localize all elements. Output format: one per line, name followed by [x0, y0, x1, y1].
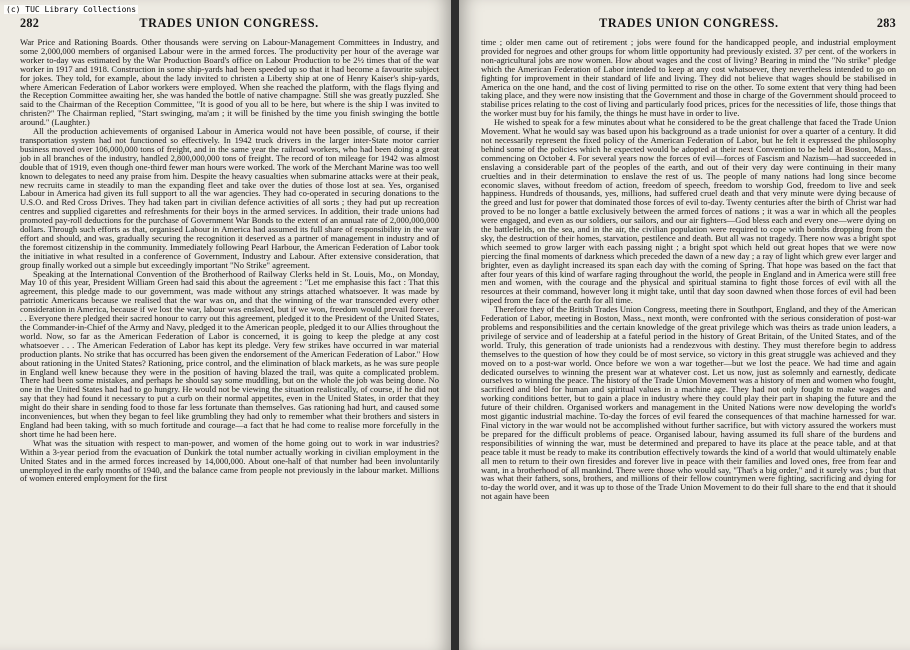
- book-gutter: [451, 0, 459, 650]
- collection-watermark: (c) TUC Library Collections: [6, 5, 137, 14]
- left-page-number: 282: [20, 16, 40, 30]
- right-running-head: TRADES UNION CONGRESS.: [599, 16, 779, 30]
- right-page-body: [481, 38, 896, 501]
- right-page: [459, 0, 910, 650]
- right-paragraph-1: time ; older men came out of retirement ; jobs were found for the handicapped people, and industrial employment provided for negroes and other groups for whom little opportunity had previously existed. 37 per cent. of the workers in non-agricultural jobs are now women. How about wages and the cost of living? Bearing in mind the "No strike" pledge which the American Federation of Labor intended to keep at any cost whatsoever, they nevertheless intended to go on fighting for improvement in their standard of life and living. They did not believe that wages should be stabilised in America on the one hand, and the cost of living permitted to rise on the other. To some extent that very thing had been taking place, and they were now insisting that the Government and those in charge of the Government should proceed to stabilise prices relating to the cost of living and particularly food prices, prices for the necessities of life, those things that the worker must buy for his family, the things he must have in order to live.: [481, 37, 896, 119]
- left-page: [0, 0, 451, 650]
- left-paragraph-4: What was the situation with respect to man-power, and women of the home going out to work in war industries? Within a 3-year period from the evacuation of Dunkirk the total number actually working in civilian employment in the United States and in the armed forces increased by 14,000,000. About one-half of that number had been involuntarily unemployed in the early months of 1940, and the balance came from people not previously in the labour market. Millions of women entered employment for the first: [20, 437, 439, 484]
- left-running-head: TRADES UNION CONGRESS.: [139, 16, 319, 30]
- right-page-header: [481, 3, 896, 31]
- left-paragraph-3: Speaking at the International Convention of the Brotherhood of Railway Clerks held in St. Louis, Mo., on Monday, May 10 of this year, President William Green had said this about the agreement : "Let me emphasise this fact : That this agreement, this pledge made to our government, was made without any strings attached whatsoever. It was made by patriotic Americans because we realised that the war was on, and that the winning of the war transcended every other consideration in America, because if we lost the war, labour was enslaved, but if we won, freedom would prevail forever . . . Everyone there pledged their sacred honour to carry out this agreement, pledged it to the President of the United States, the Commander-in-Chief of the Army and Navy, pledged it to the American people, pledged it to our Allies throughout the world. Now, so far as the American Federation of Labor is concerned, it is going to keep the pledge at any cost whatsoever . . . The American Federation of Labor has kept its pledge. Very few strikes have occurred in war material production plants. No strike that has occurred has been given the endorsement of the American Federation of Labor." How about rationing in the United States? Rationing, price control, and the elimination of black markets, as he was sure people in England well knew because they were in the position of having blazed the trail, was quite a complicated problem. There had been some mistakes, and perhaps he should say some muddling, but on the whole the job was being done. No one in the United States had had to go hungry. He would not be viewing the situation realistically, of course, if he did not say that they had found it necessary to put a curb on their normal appetites, even in the United States, in order that they might do their share in sending food to those far less fortunate than themselves. Gas rationing had hurt, and caused some inconveniences, but when they began to feel like grumbling they had only to remember what their brothers and sisters in England had been taking, with so much fortitude and courage—a fact that he had come to realise more forcefully in the short time he had been here.: [20, 268, 439, 439]
- right-paragraph-3: Therefore they of the British Trades Union Congress, meeting there in Southport, England, and they of the American Federation of Labor, meeting in Boston, Mass., next month, were confronted with the serious consideration of post-war problems and responsibilities and the certain knowledge of the great privilege which was theirs as trade union leaders, a privilege of service and of leadership at a fateful period in the history of Great Britain, of the United States, and of the world. Truly, this generation of trade unionists had a rendezvous with destiny. They must therefore begin to address themselves to the question of how they could be of most service, so victory in this great struggle was achieved and they moved on to a post-war world. Once before we won a war together—but we lost the peace. We had time and again dedicated ourselves to winning the present war at whatever cost. Let us now, just as solemnly and earnestly, dedicate ourselves to winning the peace. The history of the Trade Union Movement was a history of men and women who fought, sacrificed and bled for human and spiritual values in a machine age. They had not only fought to make wages and working conditions better, but to gain a place in industry where they could play their part in shaping the future and the future of their children. Organised workers and management in the United Nations were now developing the world's most gigantic industrial machine. To-day the forces of evil feared the consequences of that machine harnessed for war. Final victory in the war would not be accomplished without further sacrifice, but with victory assured the workers must be prepared for the difficult problems of peace. Organised labour, having assumed its full share of the burdens and responsibilities of winning the war, must be determined and prepared to have its place at the peace table, and at that peace table it must be ready to make its contribution effectively towards the kind of a world that would ultimately enable all men to return to their own firesides and forever live in peace with their families and loved ones, free from fear and want, in a brotherhood of all mankind. There were those who would say, "That's a big order," and it surely was ; but that was what their fathers, sons, brothers, and millions of their fellow countrymen were fighting, sacrificing and dying for to-day the world over, and it was up to those of the Trade Union Movement to do their full share to the end that it should not again have been: [481, 304, 896, 502]
- left-paragraph-2: All the production achievements of organised Labour in America would not have been possible, of course, if their transportation system had not functioned so effectively. In 1942 truck drivers in the larger inter-State motor carrier business moved over 106,000,000 tons of freight, and in the same year the railroad workers, who had been doing a great job in all branches of the industry, handled 2,800,000,000 tons of freight. The record of ton mileage for 1942 was almost double that of 1919, even though one-third fewer man hours were worked. The work of the Merchant Marine was too well known to delegates to need any praise from him. Despite the heavy casualties when submarine attacks were at their peak, new recruits came in steadily to man the expanding fleet and take over the duties of those lost at sea. Yes, organised Labour in America had given its full support to all the war agencies. They had co-operated in securing donations to the U.S.O. and Red Cross Drives. They had taken part in civilian defence activities of all sorts ; they had put up recreation centres and supplied cigarettes and refreshments for their boys in the armed services. In addition, their trade unions had promoted pay-roll deductions for the purchase of Government War Bonds to the extent of an annual rate of 2,000,000,000 dollars. Through such efforts as that, organised Labour in America had assumed its full share of responsibility in the war effort and should, and was, gradually securing the recognition it deserved as a partner of management in industry and of the foremost citizenship in the community. Immediately following Pearl Harbour, the American Federation of Labor took the initiative in what resulted in a conference of Government, Industry and Labour. After extensive consideration, that group finally worked out a simple but exceedingly important "No Strike" agreement.: [20, 126, 439, 270]
- left-page-body: [20, 38, 439, 483]
- left-paragraph-1: War Price and Rationing Boards. Other thousands were serving on Labour-Management Committees in Industry, and some 2,000,000 members of organised Labour were in the armed forces. The productivity per hour of the average war worker to-day was estimated by the War Production Board's office on Labour Production to be 2½ times that of the war worker in 1917 and 1918. Construction in some ship-yards had been speeded up so that it had become a favourite subject for jokes. They told, for example, about the lady invited to christen a Liberty ship at one of Henry Kaiser's ship-yards, where American Federation of Labor workers were employed. When she reached the platform, with the flags flying and the Reception Committee awaiting her, she was handed the bottle of native champagne. Still she was greatly puzzled. She said to the Chairman of the Reception Committee, "It is good of you all to be here, but where is the ship I was invited to christen?" The Chairman replied, "Start swinging, ma'am ; it will be finished by the time you finish swinging the bottle around." (Laughter.): [20, 37, 439, 128]
- right-paragraph-2: He wished to speak for a few minutes about what he considered to be the great challenge that faced the Trade Union Movement. What he would say was based upon his background as a trade unionist for over a quarter of a century. It did not necessarily represent the fixed policy of the American Federation of Labor, but he felt it expressed the philosophy behind some of the policies which he expected would be adopted at their next Convention to be held at Boston, Mass., commencing on October 4. For several years now the forces of evil—forces of Fascism and Nazism—had succeeded in enslaving a considerable part of the peoples of the earth, and out of their very day were continuing in their many cruelties and in their determination to enslave the rest of us. The people of many nations had long since become economic slaves, without freedom of action, freedom of speech, freedom to worship God, freedom to live and seek happiness. Hundreds of thousands, yes, millions, had suffered cruel death and that very minute were dying because of the greed and lust for power that dominated those forces of evil to-day. Twenty centuries after the birth of Christ war had proved to be no longer a battle exclusively between the armed forces of nations ; it was a war in which all the peoples were engaged, and even as our soldiers, our sailors, and our air fighters—God bless each and every one—were dying on the battlefields, on the sea, and in the air, the civilian population were required to cope with bombs dropping from the sky, the destruction of their homes, starvation, pestilence and death. But all was not tragedy. There now was a bright spot which seemed to grow larger with each passing night ; a bright spot which held out great hopes that we were now piercing the final moments of darkness which preceded the dawn of a new day ; a ray of light which grew ever larger and brighter, even as daylight increased its span each day with the coming of Spring. That hope was based on the fact that after four years of this kind of warfare raging throughout the world, the people in England and in America were still free men and women, with the courage and the physical and spiritual stamina to fight those forces of evil with all the resources at their command, however long it might take, until that day soon dawned when those forces of evil had been wiped from the face of the earth for all time.: [481, 117, 896, 306]
- right-page-number: 283: [876, 16, 896, 30]
